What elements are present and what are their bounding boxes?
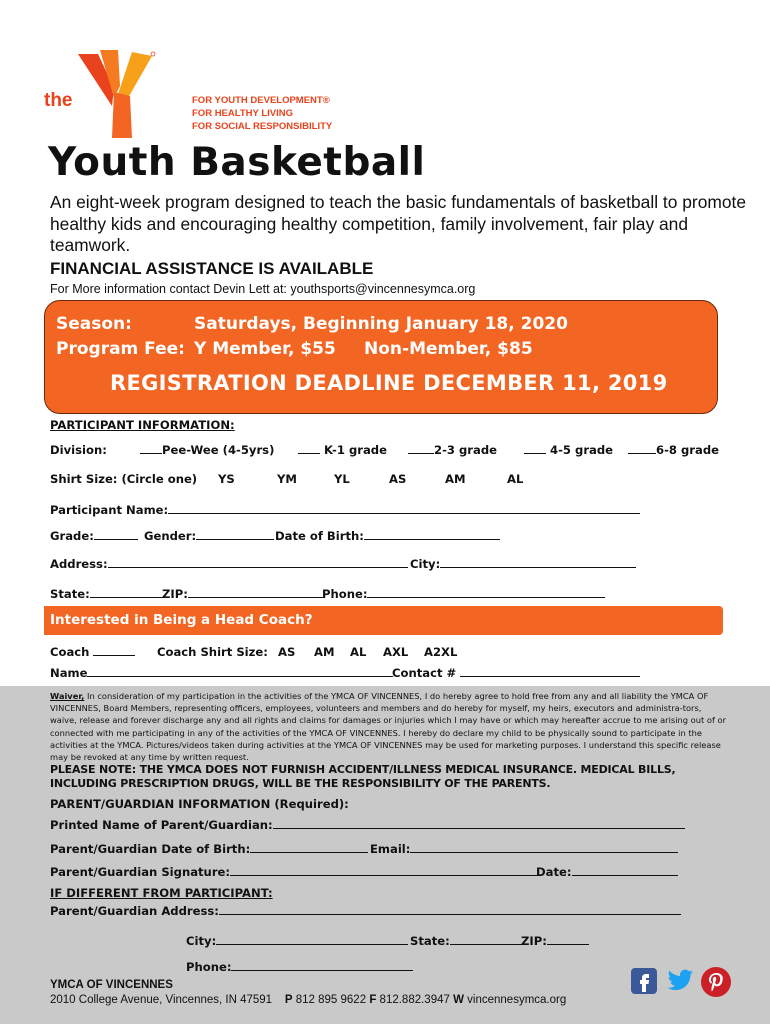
guardian-email-field[interactable]: Email: (370, 842, 678, 856)
footer-org: YMCA OF VINCENNES (50, 979, 173, 991)
fee-member: Y Member, $55 (194, 339, 336, 359)
tagline-1: FOR YOUTH DEVELOPMENT® (192, 95, 330, 106)
season-value: Saturdays, Beginning January 18, 2020 (194, 314, 568, 334)
coach-field[interactable]: Coach (50, 645, 135, 659)
division-2-3[interactable]: 2-3 grade (408, 443, 497, 457)
participant-name-field[interactable]: Participant Name: (50, 503, 640, 517)
shirt-size-yl[interactable]: YL (334, 472, 350, 486)
registration-deadline: REGISTRATION DEADLINE DECEMBER 11, 2019 (110, 371, 668, 395)
guardian-address-field[interactable]: Parent/Guardian Address: (50, 904, 681, 918)
page-title: Youth Basketball (48, 140, 426, 185)
guardian-phone-field[interactable]: Phone: (186, 960, 413, 974)
shirt-size-am[interactable]: AM (445, 472, 466, 486)
financial-assistance: FINANCIAL ASSISTANCE IS AVAILABLE (50, 259, 374, 278)
tagline-2: FOR HEALTHY LIVING (192, 108, 293, 119)
shirt-size-as[interactable]: AS (389, 472, 407, 486)
grade-field[interactable]: Grade: (50, 529, 138, 543)
coach-size-axl[interactable]: AXL (383, 645, 409, 659)
division-4-5[interactable]: 4-5 grade (524, 443, 613, 457)
coach-shirt-size-label: Coach Shirt Size: (157, 645, 268, 659)
guardian-heading: PARENT/GUARDIAN INFORMATION (Required): (50, 797, 349, 811)
division-label: Division: (50, 443, 107, 457)
contact-line: For More information contact Devin Lett at: youthsports@vincennesymca.org (50, 282, 476, 296)
waiver-body: In consideration of my participation in the activities of the YMCA OF VINCENNES, I do hereby agree to hold free from any and all liability the YMCA OF VINCENNES, Board Members, representing officers, employees, volunteers and members and do hereby for myself, my heirs, executors and administra-tors, waive, release and forever discharge any and all rights and claims for damages or injuries which I may have or which may hereafter accrue to me arising out of or connected with me participating in any of the activities of the YMCA OF VINCENNES. I hereby do declare my child to be physically sound to participate in the activities at the YMCA. Pictures/videos taken during activities at the YMCA OF VINCENNES may be used for marketing purposes. I understand this specific release may be revoked at any time by written request. (50, 691, 727, 763)
phone-field[interactable]: Phone: (322, 587, 605, 601)
twitter-icon[interactable] (665, 967, 695, 995)
facebook-icon[interactable] (631, 968, 657, 994)
season-label: Season: (56, 314, 132, 334)
footer-fax: 812.882.3947 (379, 994, 450, 1006)
footer-web: vincennesymca.org (467, 994, 567, 1006)
if-different-heading: IF DIFFERENT FROM PARTICIPANT: (50, 886, 273, 900)
coach-size-am[interactable]: AM (314, 645, 335, 659)
footer-address: 2010 College Avenue, Vincennes, IN 47591 (50, 994, 273, 1006)
waiver-lead: Waiver, (50, 691, 85, 701)
guardian-printed-name-field[interactable]: Printed Name of Parent/Guardian: (50, 818, 685, 832)
shirt-size-ym[interactable]: YM (277, 472, 297, 486)
coach-heading: Interested in Being a Head Coach? (50, 612, 313, 628)
ymca-logo (40, 46, 170, 141)
date-of-birth-field[interactable]: Date of Birth: (275, 529, 500, 543)
coach-size-a2xl[interactable]: A2XL (424, 645, 458, 659)
coach-size-as[interactable]: AS (278, 645, 296, 659)
gender-field[interactable]: Gender: (144, 529, 274, 543)
division-k-1[interactable]: K-1 grade (298, 443, 387, 457)
guardian-zip-field[interactable]: ZIP: (521, 934, 589, 948)
coach-contact-field[interactable]: Contact # (392, 666, 640, 680)
guardian-state-field[interactable]: State: (410, 934, 522, 948)
guardian-signature-field[interactable]: Parent/Guardian Signature: (50, 865, 540, 879)
coach-size-al[interactable]: AL (350, 645, 367, 659)
footer-contact: 2010 College Avenue, Vincennes, IN 47591 P 812 895 9622 F 812.882.3947 W vincennesymca.org (50, 994, 567, 1006)
coach-name-field[interactable]: Name (50, 666, 393, 680)
city-field[interactable]: City: (410, 557, 636, 571)
shirt-size-label: Shirt Size: (Circle one) (50, 472, 198, 486)
pinterest-icon[interactable] (701, 967, 731, 997)
logo-mark-text: YMCA (136, 109, 148, 129)
intro-text: An eight-week program designed to teach the basic fundamentals of basketball to promote healthy kids and encouraging healthy competition, family involvement, fair play and teamwork. (50, 192, 747, 255)
state-field[interactable]: State: (50, 587, 166, 601)
shirt-size-ys[interactable]: YS (218, 472, 235, 486)
logo-word-the: the (44, 90, 73, 111)
address-field[interactable]: Address: (50, 557, 408, 571)
division-6-8[interactable]: 6-8 grade (628, 443, 719, 457)
guardian-dob-field[interactable]: Parent/Guardian Date of Birth: (50, 842, 368, 856)
shirt-size-al[interactable]: AL (507, 472, 524, 486)
footer-phone: 812 895 9622 (295, 994, 367, 1006)
please-note: PLEASE NOTE: THE YMCA DOES NOT FURNISH ACCIDENT/ILLNESS MEDICAL INSURANCE. MEDICAL BILLS, INCLUDING PRESCRIPTION DRUGS, WILL BE THE RESPONSIBILITY OF THE PARENTS. (50, 763, 676, 790)
waiver-text (50, 690, 730, 763)
division-pee-wee[interactable]: Pee-Wee (4-5yrs) (140, 443, 274, 457)
guardian-city-field[interactable]: City: (186, 934, 408, 948)
fee-label: Program Fee: (56, 339, 185, 359)
fee-non-member: Non-Member, $85 (364, 339, 533, 359)
tagline-3: FOR SOCIAL RESPONSIBILITY (192, 121, 333, 132)
zip-field[interactable]: ZIP: (162, 587, 324, 601)
participant-heading: PARTICIPANT INFORMATION: (50, 418, 235, 432)
guardian-date-field[interactable]: Date: (536, 865, 678, 879)
